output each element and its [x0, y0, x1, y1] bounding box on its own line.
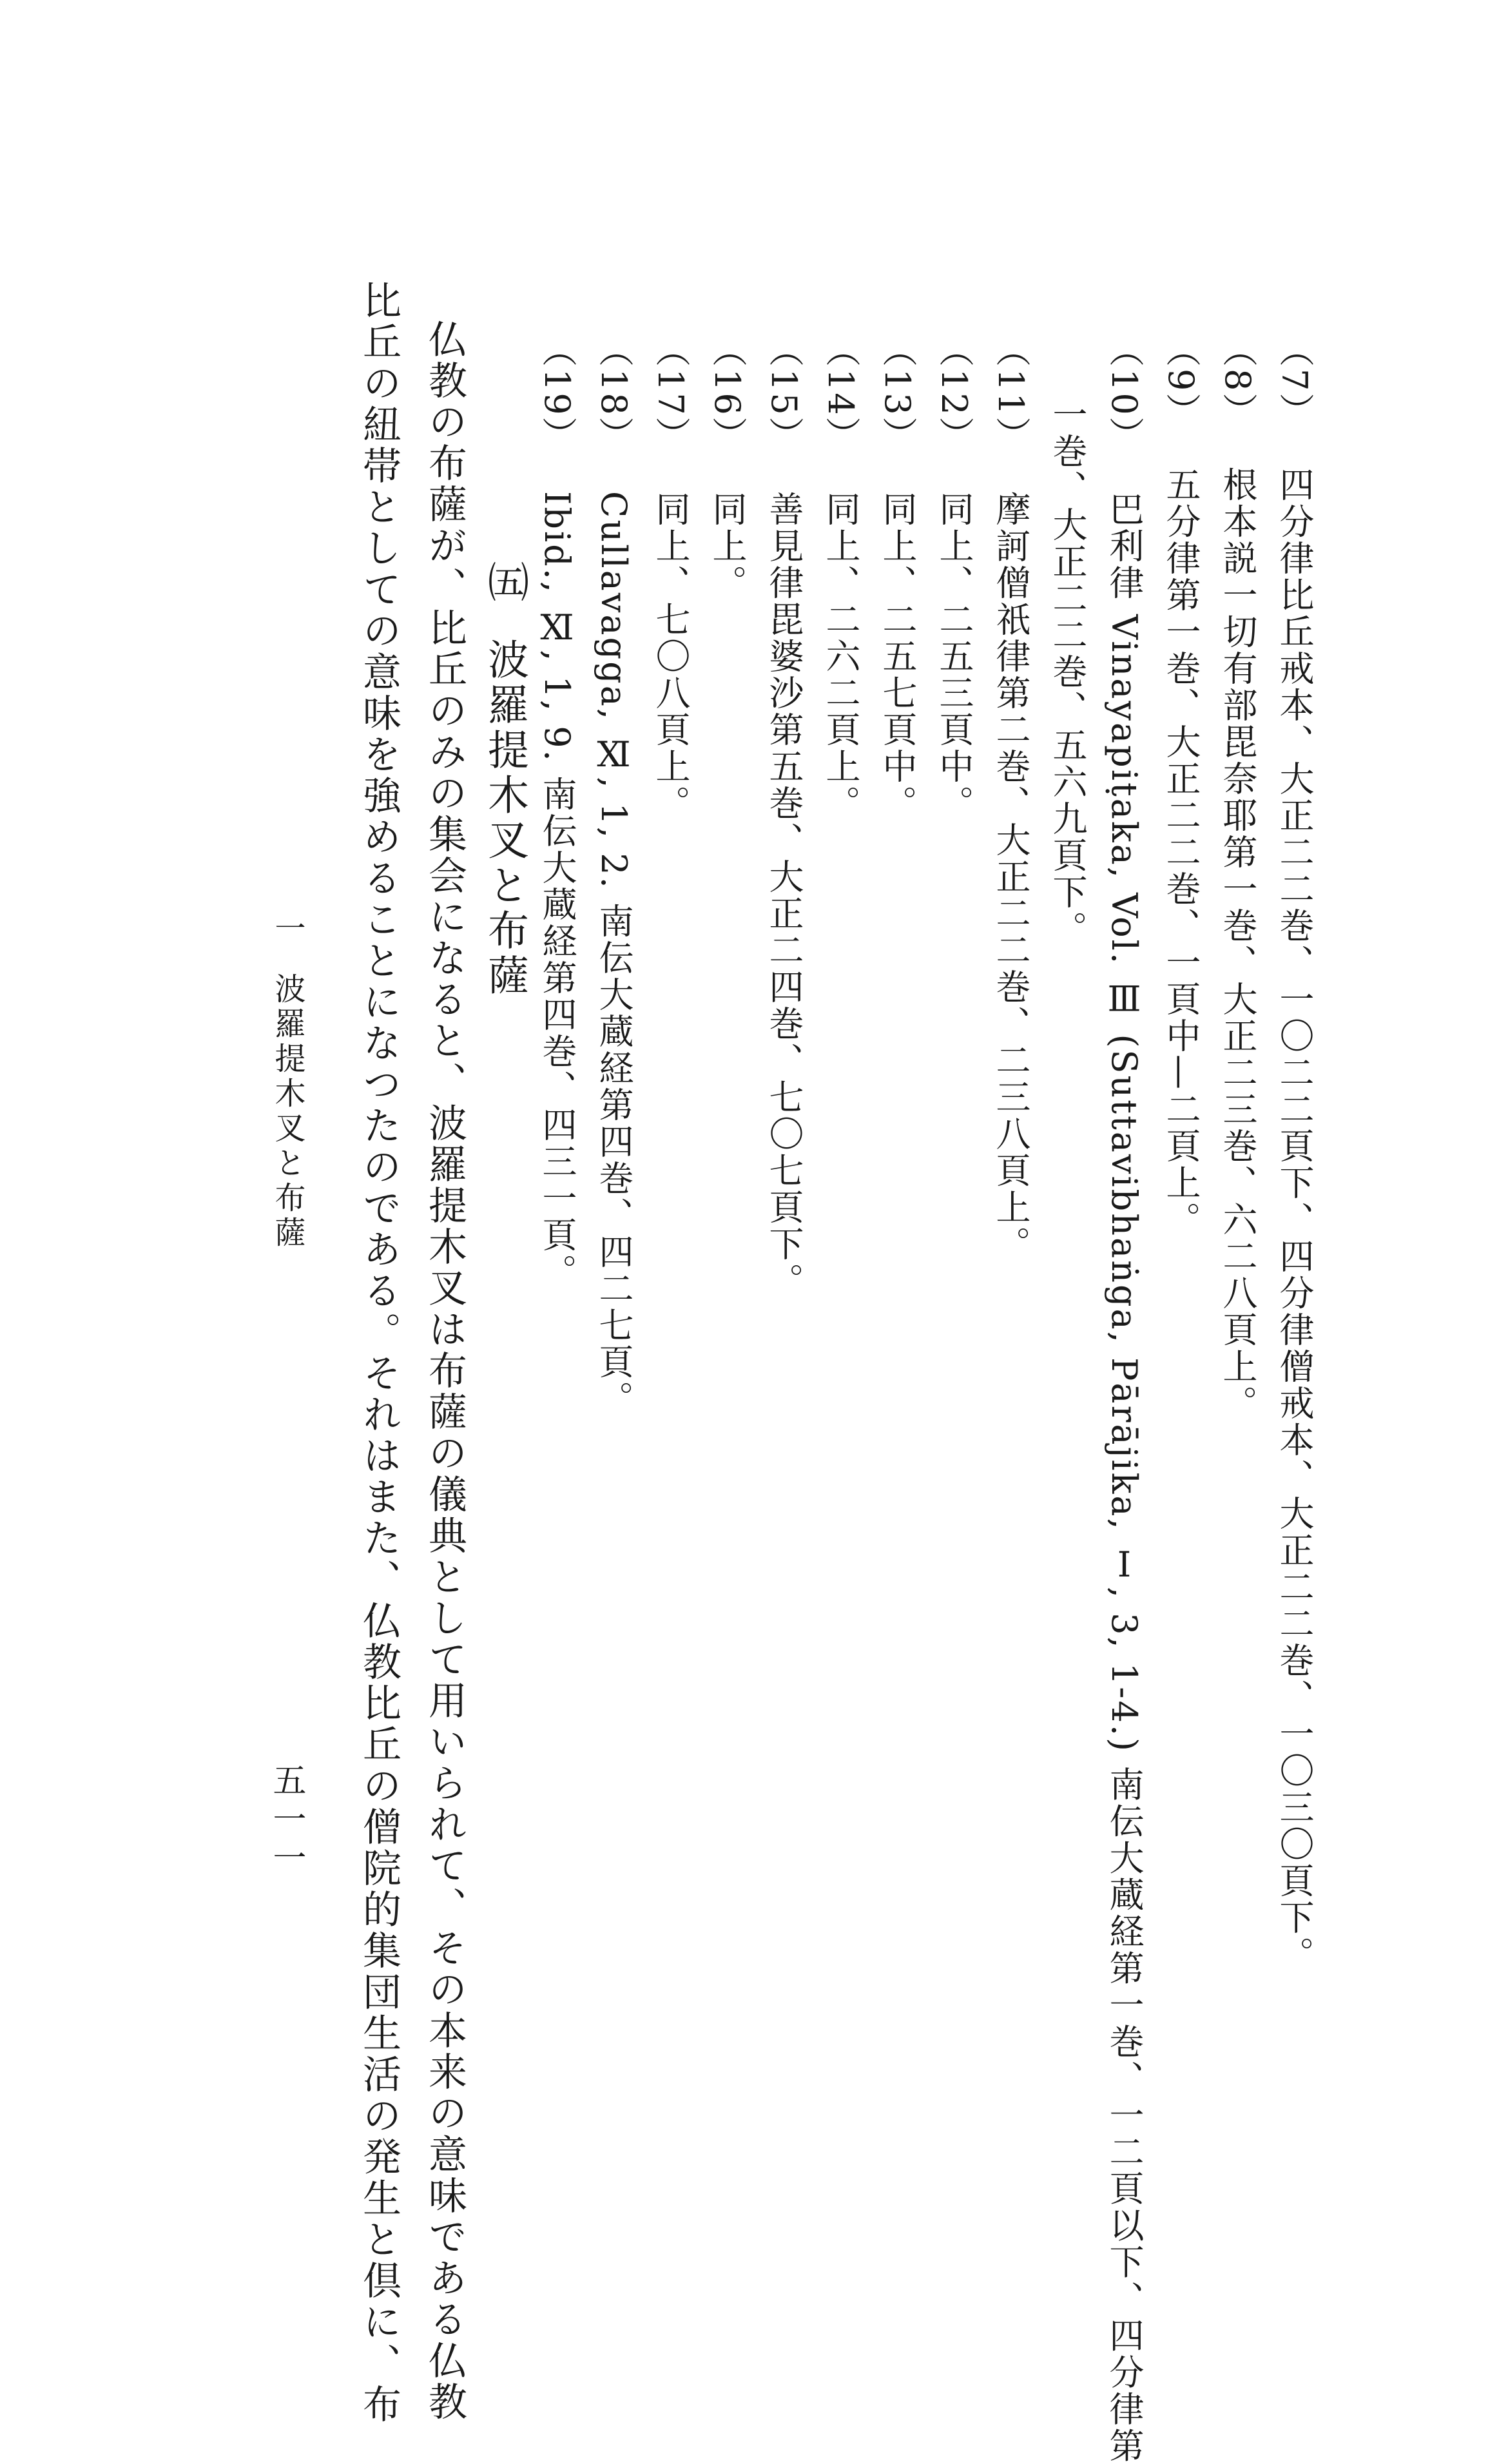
note-text: 巴利律 Vinayapiṭaka, Vol. Ⅲ (Suttavibhaṅga, Pārājika, Ⅰ, 3, 1-4.) 南伝大蔵経第一巻、一二頁以下、四分律第: [1104, 490, 1145, 2464]
note-10-continuation: [1047, 396, 1088, 947]
note-9: [1161, 332, 1201, 1239]
note-number: （15）: [764, 332, 804, 454]
note-11: [991, 332, 1031, 1263]
running-head-number: 一: [269, 912, 305, 947]
note-text: Cullavagga, Ⅺ, 1, 2. 南伝大蔵経第四巻、四二七頁。: [594, 490, 634, 1417]
note-text: 根本説一切有部毘奈耶第一巻、大正二三巻、六二八頁上。: [1217, 467, 1258, 1422]
note-text: 四分律比丘戒本、大正二二巻、一〇二二頁下、四分律僧戒本、大正二二巻、一〇三〇頁下。: [1274, 467, 1315, 1974]
note-18: [594, 332, 634, 1417]
note-number: （18）: [594, 332, 634, 454]
note-number: （19）: [537, 332, 577, 454]
note-number: （16）: [707, 332, 748, 454]
page-number: 五一一: [267, 1763, 305, 1879]
note-17: [650, 332, 691, 822]
paragraph-line-2: 比丘の紐帯としての意味を強めることになつたのである。それはまた、仏教比丘の僧院的集団生活の発生と倶に、布: [356, 280, 401, 2425]
note-number: （11）: [991, 332, 1031, 454]
note-text: 同上、二五七頁中。: [877, 490, 918, 822]
note-14: [820, 332, 861, 822]
note-number: （8）: [1217, 332, 1258, 430]
note-text: 同上、七〇八頁上。: [650, 490, 691, 822]
note-text: 摩訶僧祇律第二巻、大正二二巻、二三八頁上。: [991, 490, 1031, 1263]
note-text: 善見律毘婆沙第五巻、大正二四巻、七〇七頁下。: [764, 490, 804, 1299]
note-16: [707, 332, 748, 601]
note-number: （13）: [877, 332, 918, 454]
note-number: （9）: [1161, 332, 1201, 430]
running-head: [269, 912, 305, 1251]
note-text: 同上。: [707, 490, 748, 601]
note-text: 同上、二五三頁中。: [934, 490, 974, 822]
section-number: ㈤: [481, 561, 528, 606]
section-heading: [481, 561, 528, 999]
note-number: （7）: [1274, 332, 1315, 430]
note-text: 同上、二六二頁上。: [820, 490, 861, 822]
paragraph-line-1: 仏教の布薩が、比丘のみの集会になると、波羅提木叉は布薩の儀典として用いられて、その本来の意味である仏教: [422, 319, 467, 2423]
note-19: [537, 332, 577, 1290]
note-number: （17）: [650, 332, 691, 454]
note-number: （14）: [820, 332, 861, 454]
note-text: 五分律第一巻、大正二二巻、一頁中—二頁上。: [1161, 467, 1201, 1239]
note-number: （12）: [934, 332, 974, 454]
note-13: [877, 332, 918, 822]
section-title: 波羅提木叉と布薩: [481, 638, 528, 999]
note-10: [1104, 332, 1145, 2464]
note-number: （10）: [1104, 332, 1145, 454]
note-text: Ibid., Ⅺ, 1, 9. 南伝大蔵経第四巻、四三一頁。: [537, 490, 577, 1290]
note-15: [764, 332, 804, 1299]
note-12: [934, 332, 974, 822]
note-7: [1274, 332, 1315, 1974]
note-8: [1217, 332, 1258, 1422]
running-head-title: 波羅提木叉と布薩: [269, 973, 305, 1251]
note-text: 一巻、大正二二巻、五六九頁下。: [1047, 396, 1088, 947]
